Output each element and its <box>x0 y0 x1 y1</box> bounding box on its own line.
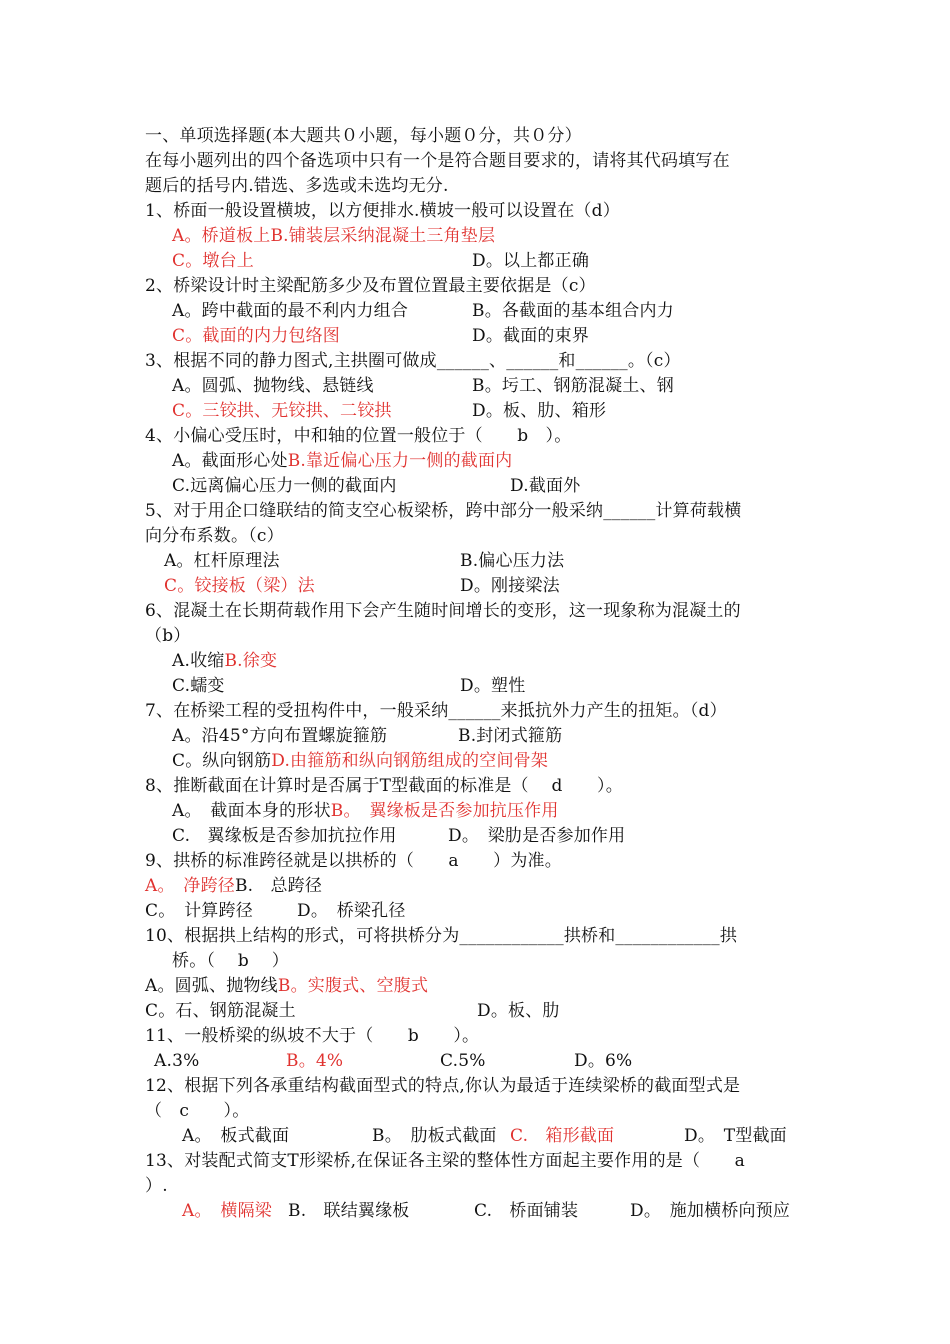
option-d: D.由箍筋和纵向钢筋组成的空间骨架 <box>271 751 549 771</box>
option-d: D。 T型截面 <box>684 1126 787 1146</box>
option-a: A。圆弧、抛物线 <box>145 976 278 996</box>
question-6-stem-line-2: （b） <box>145 626 191 646</box>
option-b: B。 肋板式截面 <box>372 1126 497 1146</box>
question-4-options-cd <box>172 474 581 498</box>
question-3-options-cd <box>172 399 607 423</box>
question-2-options-cd <box>172 324 590 348</box>
option-b: B. 联结翼缘板 <box>288 1201 410 1221</box>
option-a: A.3% <box>154 1051 200 1071</box>
option-c: C。墩台上 <box>172 251 255 271</box>
option-a: A。 板式截面 <box>182 1126 290 1146</box>
option-b: B。各截面的基本组合内力 <box>472 301 674 321</box>
option-b: B。圬工、钢筋混凝土、钢 <box>472 376 674 396</box>
question-11-stem: 11、一般桥梁的纵坡不大于（ b ）。 <box>145 1026 480 1046</box>
option-c: C. 箱形截面 <box>510 1126 615 1146</box>
question-9-options-cd <box>145 899 406 923</box>
option-a: A。杠杆原理法 <box>164 551 280 571</box>
question-6-options-cd <box>172 674 526 698</box>
section-title: 一、单项选择题(本大题共０小题，每小题０分，共０分） <box>145 126 582 146</box>
option-d: D。塑性 <box>460 676 526 696</box>
question-10-stem-line-1: 10、根据拱上结构的形式，可将拱桥分为____________拱桥和____________拱 <box>145 926 738 946</box>
option-b: B. 总跨径 <box>234 876 323 896</box>
option-c: C. 桥面铺装 <box>474 1201 579 1221</box>
option-d: D。 桥梁孔径 <box>297 901 406 921</box>
question-8-stem: 8、推断截面在计算时是否属于T型截面的标准是（ d ）。 <box>145 776 623 796</box>
option-b: B.铺装层采纳混凝土三角垫层 <box>270 226 496 246</box>
option-b: B.偏心压力法 <box>460 551 565 571</box>
question-6-options-ab <box>172 649 277 673</box>
option-c: C。铰接板（梁）法 <box>164 576 315 596</box>
option-b: B.徐变 <box>224 651 278 671</box>
option-d: D。刚接梁法 <box>460 576 560 596</box>
question-13-stem-line-1: 13、对装配式简支T形梁桥,在保证各主梁的整体性方面起主要作用的是（ a <box>145 1151 745 1171</box>
question-4-options-ab <box>172 449 512 473</box>
question-10-options-cd <box>145 999 560 1023</box>
option-d: D。以上都正确 <box>472 251 590 271</box>
option-b: B.靠近偏心压力一侧的截面内 <box>287 451 513 471</box>
question-12-stem-line-1: 12、根据下列各承重结构截面型式的特点,你认为最适于连续梁桥的截面型式是 <box>145 1076 741 1096</box>
option-c: C.5% <box>440 1051 486 1071</box>
question-5-stem-line-2: 向分布系数。（c） <box>145 526 284 546</box>
option-a: A。截面形心处 <box>172 451 288 471</box>
instruction-line-1: 在每小题列出的四个备选项中只有一个是符合题目要求的，请将其代码填写在 <box>145 151 730 171</box>
option-c: C。石、钢筋混凝土 <box>145 1001 296 1021</box>
option-c: C.远离偏心压力一侧的截面内 <box>172 476 397 496</box>
option-d: D。 施加横桥向预应 <box>630 1201 791 1221</box>
option-c: C.蠕变 <box>172 676 225 696</box>
question-2-stem: 2、桥梁设计时主梁配筋多少及布置位置最主要依据是（c） <box>145 276 596 296</box>
option-d: D。 梁肋是否参加作用 <box>448 826 626 846</box>
instruction-line-2: 题后的括号内.错选、多选或未选均无分. <box>145 176 449 196</box>
question-3-options-ab <box>172 374 674 398</box>
option-a: A。跨中截面的最不利内力组合 <box>172 301 409 321</box>
option-d: D。6% <box>574 1051 633 1071</box>
option-c: C。三铰拱、无铰拱、二铰拱 <box>172 401 392 421</box>
option-c: C. 翼缘板是否参加抗拉作用 <box>172 826 397 846</box>
question-9-options-ab <box>145 874 322 898</box>
option-c: C。截面的内力包络图 <box>172 326 341 346</box>
question-3-stem: 3、根据不同的静力图式,主拱圈可做成______、______和______。（c） <box>145 351 681 371</box>
question-7-stem: 7、在桥梁工程的受扭构件中，一般采纳______来抵抗外力产生的扭矩。（d） <box>145 701 727 721</box>
question-10-stem-line-2: 桥。（ b ） <box>172 951 289 971</box>
question-13-stem-line-2: ）. <box>145 1176 168 1196</box>
question-2-options-ab <box>172 299 674 323</box>
question-8-options-cd <box>172 824 626 848</box>
option-a: A。 净跨径 <box>145 876 235 896</box>
option-b: B。 翼缘板是否参加抗压作用 <box>330 801 559 821</box>
option-a: A。 截面本身的形状 <box>172 801 331 821</box>
question-5-stem-line-1: 5、对于用企口缝联结的简支空心板梁桥，跨中部分一般采纳______计算荷载横 <box>145 501 742 521</box>
question-8-options-ab <box>172 799 559 823</box>
question-7-options-ab <box>172 724 563 748</box>
question-7-options-cd <box>172 749 548 773</box>
option-a: A。圆弧、抛物线、悬链线 <box>172 376 374 396</box>
option-d: D.截面外 <box>510 476 581 496</box>
question-12-stem-line-2: （ c ）。 <box>145 1101 250 1121</box>
option-a: A。沿45°方向布置螺旋箍筋 <box>172 726 388 746</box>
question-4-stem: 4、小偏心受压时，中和轴的位置一般位于（ b ）。 <box>145 426 572 446</box>
question-1-options-cd <box>172 249 590 273</box>
option-d: D。板、肋 <box>477 1001 560 1021</box>
option-b: B。4% <box>286 1051 344 1071</box>
question-1-options-ab <box>172 224 495 248</box>
option-a: A.收缩 <box>172 651 225 671</box>
question-1-stem: 1、桥面一般设置横坡，以方便排水.横坡一般可以设置在（d） <box>145 201 620 221</box>
option-a: A。 横隔梁 <box>182 1201 272 1221</box>
option-a: A。桥道板上 <box>172 226 271 246</box>
option-c: C。 计算跨径 <box>145 901 253 921</box>
option-b: B。实腹式、空腹式 <box>277 976 429 996</box>
option-d: D。截面的束界 <box>472 326 590 346</box>
question-10-options-ab <box>145 974 428 998</box>
option-d: D。板、肋、箱形 <box>472 401 607 421</box>
question-6-stem-line-1: 6、混凝土在长期荷载作用下会产生随时间增长的变形，这一现象称为混凝土的 <box>145 601 741 621</box>
option-c: C。纵向钢筋 <box>172 751 272 771</box>
question-9-stem: 9、拱桥的标准跨径就是以拱桥的（ a ）为准。 <box>145 851 562 871</box>
option-b: B.封闭式箍筋 <box>458 726 563 746</box>
